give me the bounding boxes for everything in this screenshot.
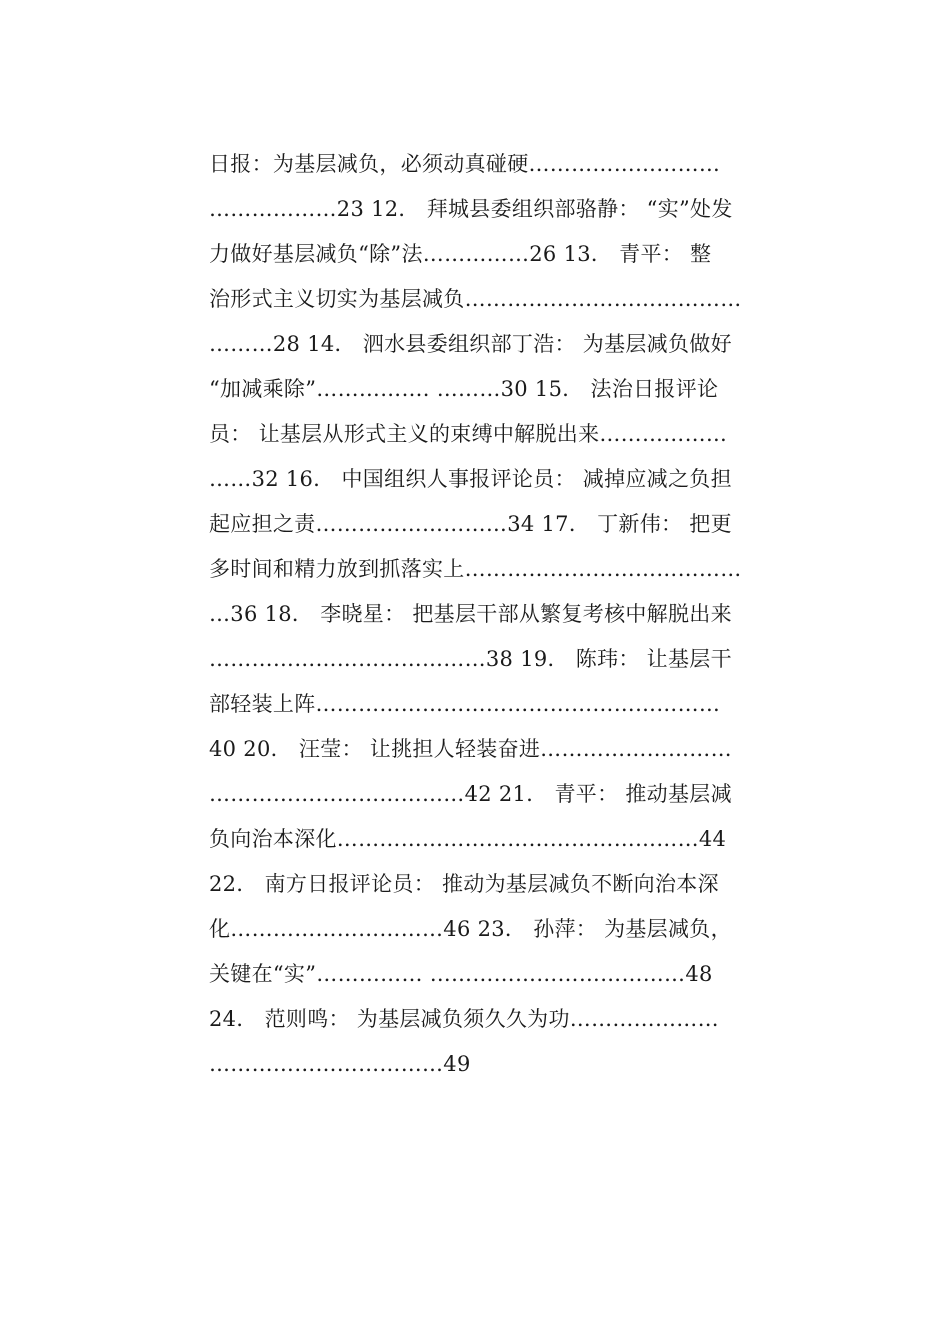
toc-line: 治形式主义切实为基层减负………………………………… xyxy=(209,287,742,311)
toc-line: ……32 16． 中国组织人事报评论员： 减掉应减之负担 xyxy=(209,467,732,491)
toc-line: ……………………………49 xyxy=(209,1052,471,1076)
toc-line: ………………23 12． 拜城县委组织部骆静： “实”处发 xyxy=(209,197,733,221)
toc-line: 化…………………………46 23． 孙萍： 为基层减负， xyxy=(209,917,732,941)
toc-line: 22． 南方日报评论员： 推动为基层减负不断向治本深 xyxy=(209,872,719,896)
toc-line: “加减乘除”……………. ………30 15． 法治日报评论 xyxy=(209,377,719,401)
table-of-contents xyxy=(209,142,749,1087)
toc-line: 员： 让基层从形式主义的束缚中解脱出来……………… xyxy=(209,422,728,446)
toc-line: 24． 范则鸣： 为基层减负须久久为功………………… xyxy=(209,1007,719,1031)
toc-line: ………28 14． 泗水县委组织部丁浩： 为基层减负做好 xyxy=(209,332,732,356)
toc-line: 负向治本深化……………………………………………44 xyxy=(209,827,727,851)
toc-line: 力做好基层减负“除”法……………26 13． 青平： 整 xyxy=(209,242,712,266)
toc-line: ………………………………42 21． 青平： 推动基层减 xyxy=(209,782,732,806)
toc-line: 关键在“实”…………… ………………………………48 xyxy=(209,962,713,986)
toc-line: …………………………………38 19． 陈玮： 让基层干 xyxy=(209,647,732,671)
toc-line: 部轻装上阵………………………………………………… xyxy=(209,692,721,716)
toc-line: 起应担之责………………………34 17． 丁新伟： 把更 xyxy=(209,512,732,536)
toc-line: …36 18． 李晓星： 把基层干部从繁复考核中解脱出来 xyxy=(209,602,732,626)
toc-line: 40 20． 汪莹： 让挑担人轻装奋进……………………… xyxy=(209,737,732,761)
toc-line: 日报：为基层减负，必须动真碰硬……………………… xyxy=(209,152,721,176)
toc-line: 多时间和精力放到抓落实上………………………………… xyxy=(209,557,742,581)
